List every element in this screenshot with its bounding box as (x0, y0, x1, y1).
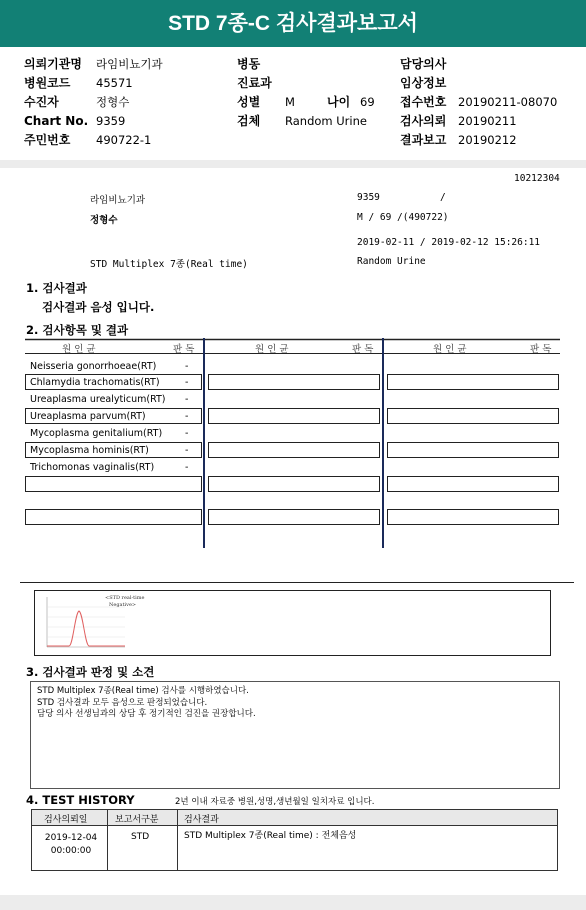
age-value: 69 (360, 95, 375, 109)
col-pathogen-3: 원 인 균 (433, 344, 467, 355)
col-pathogen-2: 원 인 균 (255, 344, 289, 355)
history-result: STD Multiplex 7종(Real time) : 전체음성 (184, 831, 357, 841)
divider (20, 582, 574, 583)
pathogen-name: Ureaplasma urealyticum(RT) (30, 394, 166, 405)
pathogen-name: Trichomonas vaginalis(RT) (30, 462, 155, 473)
opinion-line: STD Multiplex 7종(Real time) 검사를 시행하였습니다. (37, 686, 249, 696)
result-row-box (25, 476, 202, 492)
col-pathogen-1: 원 인 균 (62, 344, 96, 355)
doctor-label: 담당의사 (400, 57, 447, 71)
result-row-box (208, 374, 380, 390)
history-col-divider (107, 810, 108, 870)
result-report-label: 결과보고 (400, 133, 447, 147)
hospital-code-label: 병원코드 (24, 76, 71, 90)
result-row-box (387, 374, 559, 390)
report-test-name: STD Multiplex 7종(Real time) (90, 259, 248, 270)
patient-value: 정형수 (96, 95, 130, 109)
result-row-box (208, 476, 380, 492)
section-3-title: 3. 검사결과 판정 및 소견 (26, 665, 155, 679)
opinion-line: 담당 의사 선생님과의 상담 후 정기적인 검진을 권장합니다. (37, 709, 256, 719)
test-request-label: 검사의뢰 (400, 114, 447, 128)
result-row-box (387, 408, 559, 424)
section-separator (0, 160, 586, 168)
pathogen-name: Mycoplasma hominis(RT) (30, 445, 149, 456)
specimen-value: Random Urine (285, 114, 367, 128)
history-date-cell (41, 832, 101, 858)
opinion-box (30, 681, 560, 789)
result-row-box (208, 509, 380, 525)
report-patient: 정형수 (90, 215, 118, 226)
pathogen-name: Chlamydia trachomatis(RT) (30, 377, 160, 388)
section-4-title: 4. TEST HISTORY (26, 793, 135, 807)
history-type: STD (131, 832, 150, 842)
report-chart: 9359 (357, 192, 380, 203)
col-judgment-1: 판 독 (173, 344, 195, 355)
section-2-title: 2. 검사항목 및 결과 (26, 323, 129, 337)
specimen-label: 검체 (237, 114, 261, 128)
col-judgment-2: 판 독 (352, 344, 374, 355)
col-judgment-3: 판 독 (530, 344, 552, 355)
amplification-graph-box (34, 590, 551, 656)
age-label: 나이 (327, 95, 351, 109)
requesting-institution-value: 라임비뇨기과 (96, 57, 163, 71)
requesting-institution-label: 의뢰기관명 (24, 57, 82, 71)
chart-no-label: Chart No. (24, 114, 89, 128)
ward-label: 병동 (237, 57, 261, 71)
test-request-value: 20190211 (458, 114, 517, 128)
opinion-line: STD 검사결과 모두 음성으로 판정되었습니다. (37, 697, 208, 708)
document-number: 10212304 (514, 173, 560, 184)
history-table (31, 809, 558, 871)
report-title: STD 7종-C 검사결과보고서 (0, 0, 586, 47)
department-label: 진료과 (237, 76, 272, 90)
resident-number-value: 490722-1 (96, 133, 152, 147)
graph-caption-line-2: Negative> (109, 602, 137, 608)
history-table-header (32, 810, 557, 826)
report-dates: 2019-02-11 / 2019-02-12 15:26:11 (357, 237, 541, 248)
section-1-title: 1. 검사결과 (26, 281, 87, 295)
result-mark: - (185, 445, 189, 456)
resident-number-label: 주민번호 (24, 133, 71, 147)
result-mark: - (185, 411, 189, 422)
hospital-code-value: 45571 (96, 76, 133, 90)
receipt-number-value: 20190211-08070 (458, 95, 558, 109)
clinical-info-label: 임상정보 (400, 76, 447, 90)
info-column-1 (24, 55, 163, 150)
result-mark: - (185, 394, 189, 405)
section-1-text: 검사결과 음성 입니다. (42, 300, 155, 314)
result-row-box (387, 509, 559, 525)
history-col-divider (177, 810, 178, 870)
report-specimen: Random Urine (357, 256, 426, 267)
result-mark: - (185, 377, 189, 388)
result-row-box (208, 408, 380, 424)
history-time: 00:00:00 (50, 846, 92, 856)
pathogen-name: Neisseria gonorrhoeae(RT) (30, 361, 157, 372)
graph-caption (105, 595, 144, 609)
result-mark: - (185, 462, 189, 473)
chart-no-value: 9359 (96, 114, 126, 128)
history-header-result: 검사결과 (184, 815, 219, 825)
history-note: 2년 이내 자료중 병원,성명,생년월일 일치자료 입니다. (175, 797, 375, 807)
info-column-2 (237, 55, 375, 131)
bottom-bar (0, 895, 586, 910)
result-mark: - (185, 361, 189, 372)
pathogen-name: Ureaplasma parvum(RT) (30, 411, 146, 422)
report-clinic: 라임비뇨기과 (90, 195, 146, 206)
result-report-value: 20190212 (458, 133, 517, 147)
pathogen-name: Mycoplasma genitalium(RT) (30, 428, 163, 439)
result-row-box (387, 442, 559, 458)
history-date: 2019-12-04 (44, 833, 98, 843)
result-row-box (208, 442, 380, 458)
receipt-number-label: 접수번호 (400, 95, 447, 109)
sex-label: 성별 (237, 95, 261, 109)
graph-caption-line-1: <STD real-time (105, 595, 145, 601)
report-slash: / (440, 192, 446, 203)
sex-value: M (285, 95, 295, 109)
result-row-box (387, 476, 559, 492)
patient-label: 수진자 (24, 95, 59, 109)
result-row-box (25, 509, 202, 525)
history-header-date: 검사의뢰일 (44, 815, 88, 825)
report-sex-age: M / 69 /(490722) (357, 212, 449, 223)
history-header-type: 보고서구분 (115, 815, 159, 825)
result-mark: - (185, 428, 189, 439)
info-column-3 (400, 55, 557, 150)
